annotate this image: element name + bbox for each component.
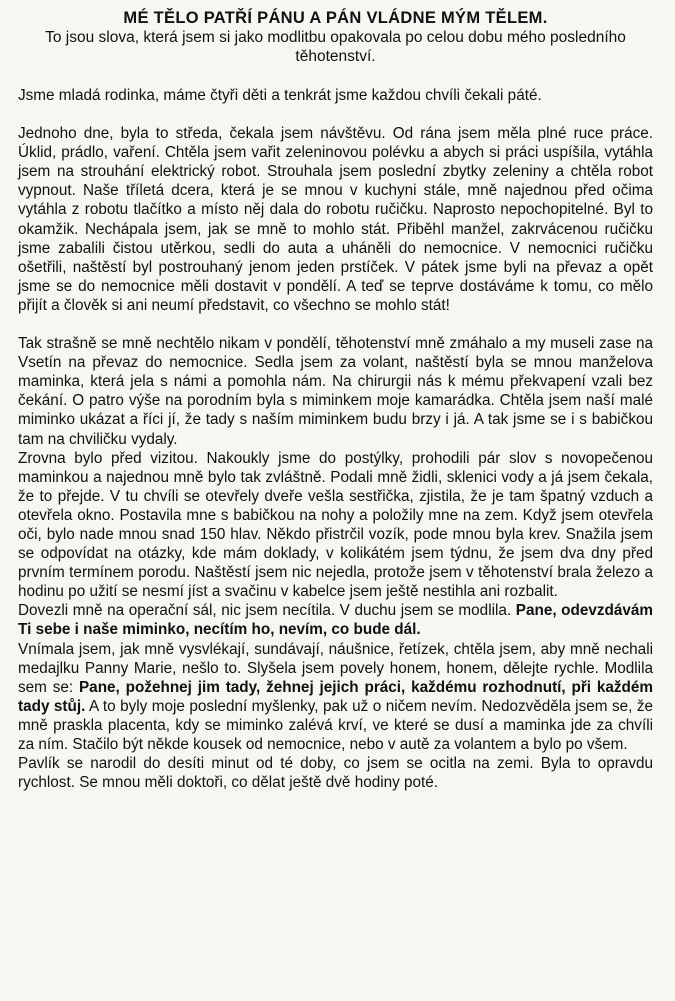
paragraph-hospital-trip: Tak strašně se mně nechtělo nikam v pondělí, těhotenství mně zmáhalo a my museli zase na Vsetín na převaz do nemocnice. Sedla jsem za volant, naštěstí byla se mnou manželova maminka, která jela s námi a pomohla nám. Na chirurgii nás k mému překvapení vzali bez čekání. O patro výše na porodním byla s miminkem moje kamarádka. Chtěla jsem naší malé miminko ukázat a říci jí, že tady s naším miminkem budu brzy i já. A tak jsme se i s babičkou tam na chviličku vydaly.	[18, 335, 653, 448]
paragraph-accident: Jednoho dne, byla to středa, čekala jsem návštěvu. Od rána jsem měla plné ruce práce. Úklid, prádlo, vaření. Chtěla jsem vařit zeleninovou polévku a abych si práci uspíšila, vytáhla jsem na strouhání elektrický robot. Strouhala jsem poslední zbytky zeleniny a chtěla robot vypnout. Naše tříletá dcera, která je se mnou v kuchyni stále, mně najednou před očima vytáhla z robotu tlačítko a místo něj dala do robotu ručičku. Naprosto nepochopitelné. Byl to okamžik. Nechápala jsem, jak se mně to mohlo stát. Přiběhl manžel, zakrvácenou ručičku jsme zabalili čistou utěrkou, sedli do auta a uháněli do nemocnice. V nemocnici ručičku ošetřili, naštěstí byl postrouhaný jenom jeden prstíček. V pátek jsme byli na převaz a opět jsme se do nemocnice měli dostavit v pondělí. A teď se teprve dostáváme k tomu, co mělo přijít a člověk si ani neumí představit, co všechno se mohlo stát!	[18, 125, 653, 314]
paragraph-birth: Pavlík se narodil do desíti minut od té doby, co jsem se ocitla na zemi. Byla to opravdu rychlost. Se mnou měli doktoři, co dělat ještě dvě hodiny poté.	[18, 755, 653, 792]
document-title: MÉ TĚLO PATŘÍ PÁNU A PÁN VLÁDNE MÝM TĚLEM.	[123, 9, 548, 27]
paragraph-intro: Jsme mladá rodinka, máme čtyři děti a tenkrát jsme každou chvíli čekali páté.	[18, 87, 542, 104]
paragraph-text: Vnímala jsem, jak mně vysvlékají, sundávají, náušnice, řetízek, chtěla jsem, aby mně nechali medajlku Panny Marie, nešlo to. Slyšela jsem povely honem, honem, dělejte rychle. Modlila sem se:	[18, 640, 653, 696]
paragraph-text: A to byly moje poslední myšlenky, pak už o ničem nevím. Nedozvěděla jsem se, že mně praskla placenta, kdy se miminko zalévá krví, ve které se dusí a maminka jde za chvíli za ním. Stačilo být někde kousek od nemocnice, nebo v autě za volantem a bylo po všem.	[18, 697, 653, 753]
document-subtitle: To jsou slova, která jsem si jako modlitbu opakovala po celou dobu mého posledního těhotenství.	[45, 29, 626, 65]
paragraph-operating-room	[18, 601, 653, 639]
paragraph-text: Dovezli mně na operační sál, nic jsem necítila. V duchu jsem se modlila.	[18, 602, 516, 620]
paragraph-prayer	[18, 640, 653, 755]
prayer-text: Pane, odevzdávám Ti sebe i naše miminko, necítím ho, nevím, co bude dál.	[18, 602, 654, 639]
prayer-text: Pane, požehnej jim tady, žehnej jejich práci, každému rozhodnutí, při každém tady stůj.	[18, 678, 654, 715]
paragraph-collapse: Zrovna bylo před vizitou. Nakoukly jsme do postýlky, prohodili pár slov s novopečenou maminkou a najednou mně bylo tak zvláštně. Podali mně židli, sklenici vody a já jsem čekala, že to přejde. V tu chvíli se otevřely dveře vešla sestřička, zjistila, že je tam špatný vzduch a otevřela okno. Postavila mne s babičkou na nohy a položily mne na zem. Když jsem otevřela oči, bylo nade mnou snad 150 hlav. Někdo přistrčil vozík, pode mnou byla krev. Snažila jsem se odpovídat na otázky, kde mám doklady, v kolikátém jsem týdnu, že jsem dva dny před prvním termínem porodu. Naštěstí jsem nic nejedla, protože jsem v těhotenství brala železo a hodinu po užití se nesmí jíst a svačinu v kabelce jsem ještě nestihla ani rozbalit.	[18, 449, 653, 601]
